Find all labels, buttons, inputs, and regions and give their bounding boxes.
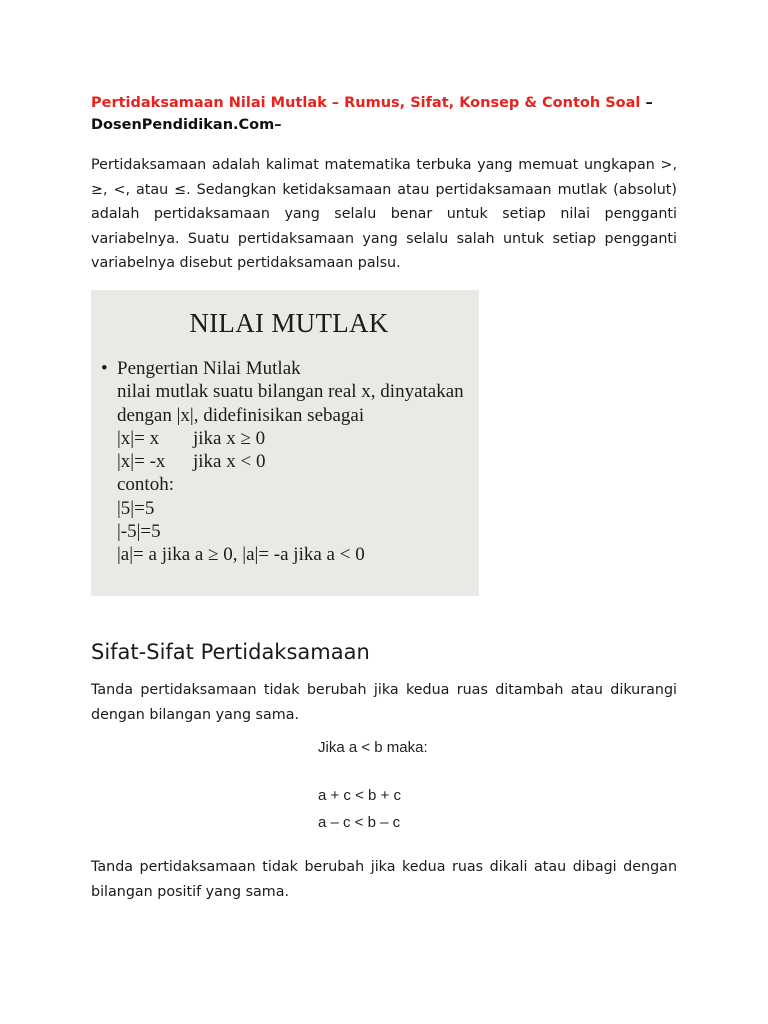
intro-paragraph: Pertidaksamaan adalah kalimat matematika terbuka yang memuat ungkapan >, ≥, <, atau ≤. Sedangkan ketidaksamaan atau pertidaksamaan mutlak (absolut) adalah pertidaksamaan yang selalu benar untuk setiap nilai pengganti variabelnya. Suatu pertidaksamaan yang selalu salah untuk setiap pengganti variabelnya disebut pertidaksamaan palsu. [91,157,677,272]
slide-title: NILAI MUTLAK [189,307,389,338]
slide-body [99,380,479,566]
definition-lhs: |x|= -x [117,451,166,473]
section-heading: Sifat-Sifat Pertidaksamaan [91,639,370,664]
formula-line: a + c < b + c [318,787,401,805]
definition-row [117,427,479,450]
example-line: |a|= a jika a ≥ 0, |a|= -a jika a < 0 [117,544,365,566]
slide-bullet-heading: Pengertian Nilai Mutlak [117,357,301,379]
formula-image [318,737,677,836]
definition-condition: jika x ≥ 0 [193,427,266,449]
definition-lhs: |x|= x [117,427,160,449]
article-title-dash: – [640,95,653,111]
property-paragraph-1: Tanda pertidaksamaan tidak berubah jika kedua ruas ditambah atau dikurangi dengan bilangan yang sama. [91,681,677,723]
slide-line: nilai mutlak suatu bilangan real x, dinyatakan [117,381,464,403]
slide-bullet-item [99,357,479,380]
site-name: DosenPendidikan.Com– [91,117,282,133]
example-line: |5|=5 [117,497,155,519]
article-title-link[interactable]: Pertidaksamaan Nilai Mutlak – Rumus, Sifat, Konsep & Contoh Soal [91,95,641,111]
formula-heading: Jika a < b maka: [318,739,428,757]
bullet-icon: • [101,357,108,379]
example-label: contoh: [117,474,174,496]
example-line: |-5|=5 [117,521,161,543]
slide-line: dengan |x|, didefinisikan sebagai [117,404,365,426]
property-paragraph-2: Tanda pertidaksamaan tidak berubah jika kedua ruas dikali atau dibagi dengan bilangan positif yang sama. [91,859,677,900]
article-title [91,92,677,114]
formula-line: a – c < b – c [318,814,401,832]
definition-condition: jika x < 0 [193,451,266,473]
definition-row [117,450,479,473]
nilai-mutlak-slide-image [91,290,479,596]
